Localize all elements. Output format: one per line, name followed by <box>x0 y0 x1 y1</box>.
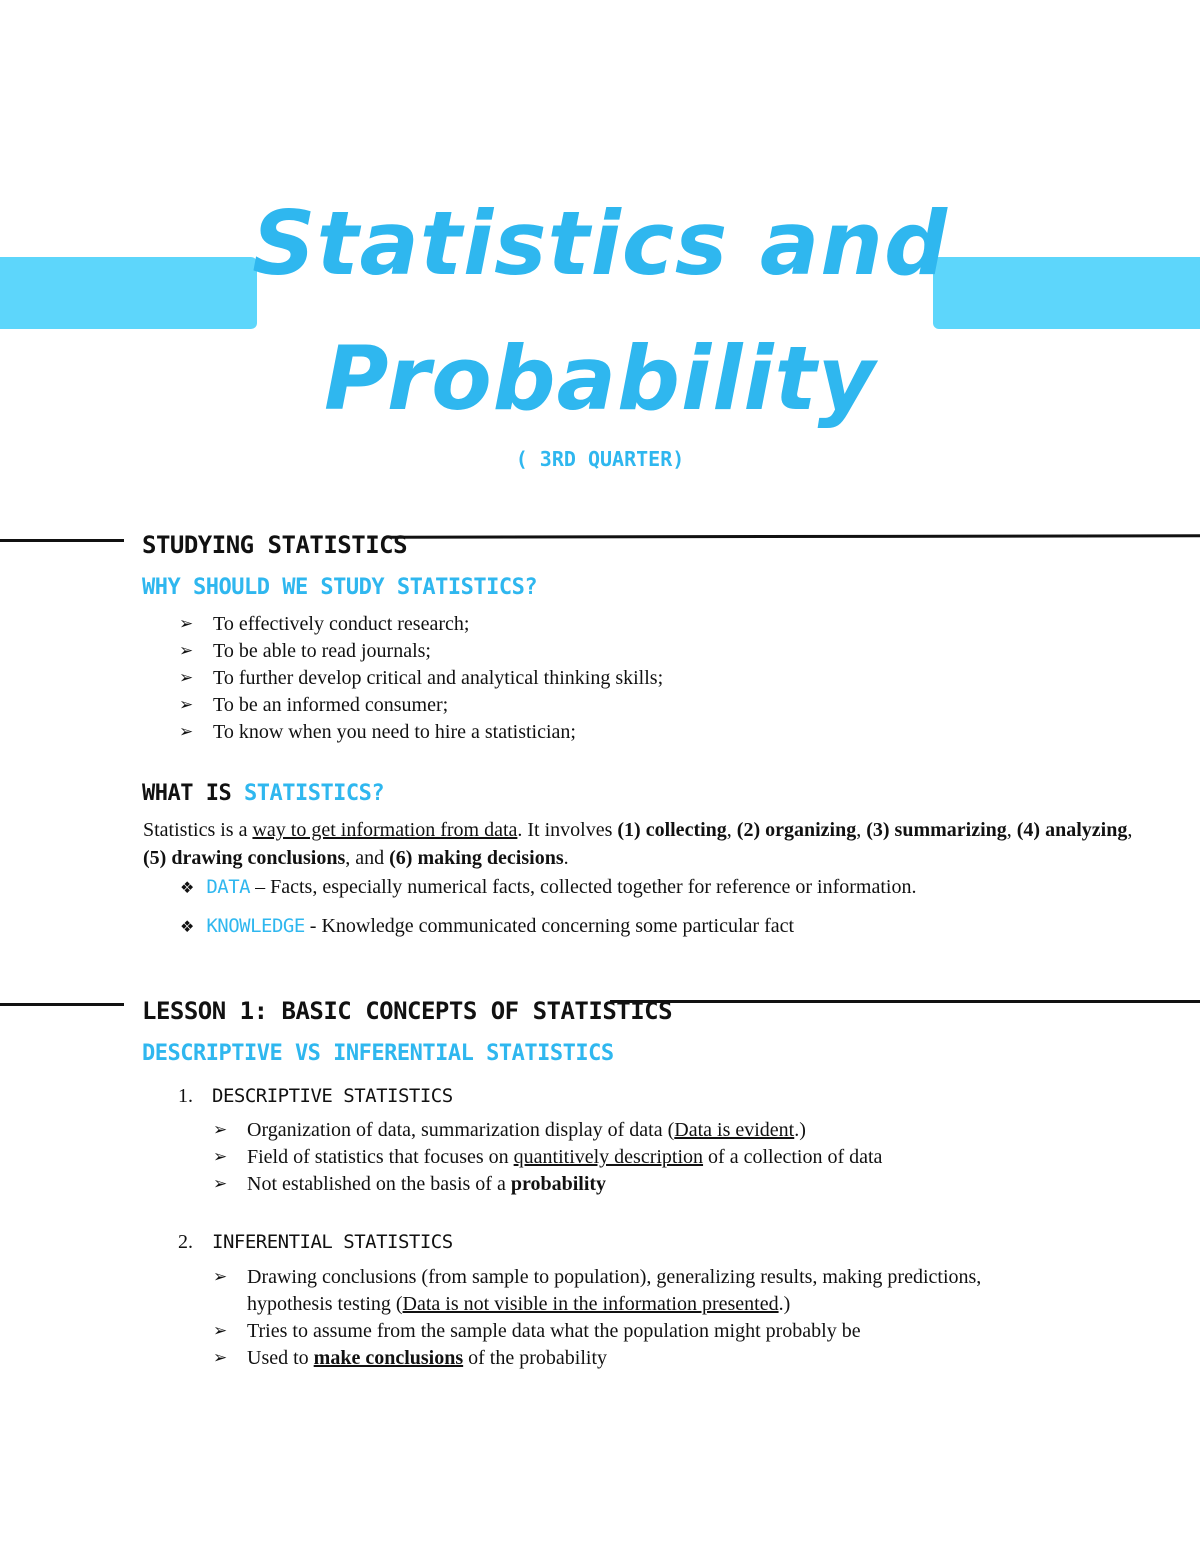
why-list <box>179 611 663 746</box>
diamond-bullet-icon: ❖ <box>180 878 195 897</box>
section-rule-left <box>0 539 124 542</box>
arrow-bullet-icon: ➢ <box>213 1348 228 1368</box>
arrow-bullet-icon: ➢ <box>179 641 194 661</box>
what-is-heading: WHAT IS STATISTICS? <box>142 781 385 806</box>
numbered-item-inferential: 2. INFERENTIAL STATISTICS <box>178 1231 453 1253</box>
arrow-bullet-icon: ➢ <box>179 614 194 634</box>
section-rule-right <box>390 534 1200 538</box>
lesson-rule-left <box>0 1003 124 1006</box>
list-item: ➢ To be able to read journals; <box>179 638 663 665</box>
arrow-bullet-icon: ➢ <box>179 695 194 715</box>
list-item: ➢ Field of statistics that focuses on quantitively description of a collection of data <box>213 1144 882 1171</box>
why-study-heading: WHY SHOULD WE STUDY STATISTICS? <box>142 575 538 600</box>
arrow-bullet-icon: ➢ <box>213 1174 228 1194</box>
page-title-line2: Probability <box>324 327 876 430</box>
list-item: ➢ Not established on the basis of a probability <box>213 1171 882 1198</box>
page-title-line1: Statistics and <box>252 192 948 295</box>
arrow-bullet-icon: ➢ <box>213 1147 228 1167</box>
arrow-bullet-icon: ➢ <box>179 722 194 742</box>
section-heading-studying: STUDYING STATISTICS <box>142 531 408 559</box>
term-knowledge: ❖ KNOWLEDGE - Knowledge communicated concerning some particular fact <box>180 915 795 937</box>
list-item: ➢ Tries to assume from the sample data what the population might probably be <box>213 1318 993 1345</box>
diamond-bullet-icon: ❖ <box>180 917 195 936</box>
descriptive-list <box>213 1117 882 1198</box>
arrow-bullet-icon: ➢ <box>213 1321 228 1341</box>
term-data: ❖ DATA – Facts, especially numerical facts, collected together for reference or information. <box>180 876 917 898</box>
statistics-definition: Statistics is a way to get information from data. It involves (1) collecting, (2) organizing, (3) summarizing, (4) analyzing, (5) drawing conclusions, and (6) making decisions. <box>143 819 1133 869</box>
list-item: ➢ To know when you need to hire a statistician; <box>179 719 663 746</box>
list-item: ➢ To be an informed consumer; <box>179 692 663 719</box>
lesson-heading: LESSON 1: BASIC CONCEPTS OF STATISTICS <box>142 997 673 1025</box>
inferential-list <box>213 1264 993 1372</box>
list-item: ➢ Organization of data, summarization display of data (Data is evident.) <box>213 1117 882 1144</box>
list-item: ➢ To effectively conduct research; <box>179 611 663 638</box>
lesson-rule-right <box>610 1000 1200 1003</box>
page-subtitle: ( 3RD QUARTER) <box>515 447 685 471</box>
arrow-bullet-icon: ➢ <box>213 1267 228 1287</box>
arrow-bullet-icon: ➢ <box>179 668 194 688</box>
lesson-subheading: DESCRIPTIVE VS INFERENTIAL STATISTICS <box>142 1041 614 1066</box>
list-item: ➢ To further develop critical and analytical thinking skills; <box>179 665 663 692</box>
numbered-item-descriptive: 1. DESCRIPTIVE STATISTICS <box>178 1085 453 1107</box>
arrow-bullet-icon: ➢ <box>213 1120 228 1140</box>
list-item: ➢ Drawing conclusions (from sample to population), generalizing results, making predictions, hypothesis testing (Data is not visible in the information presented.) <box>213 1266 982 1315</box>
list-item: ➢ Used to make conclusions of the probability <box>213 1345 993 1372</box>
